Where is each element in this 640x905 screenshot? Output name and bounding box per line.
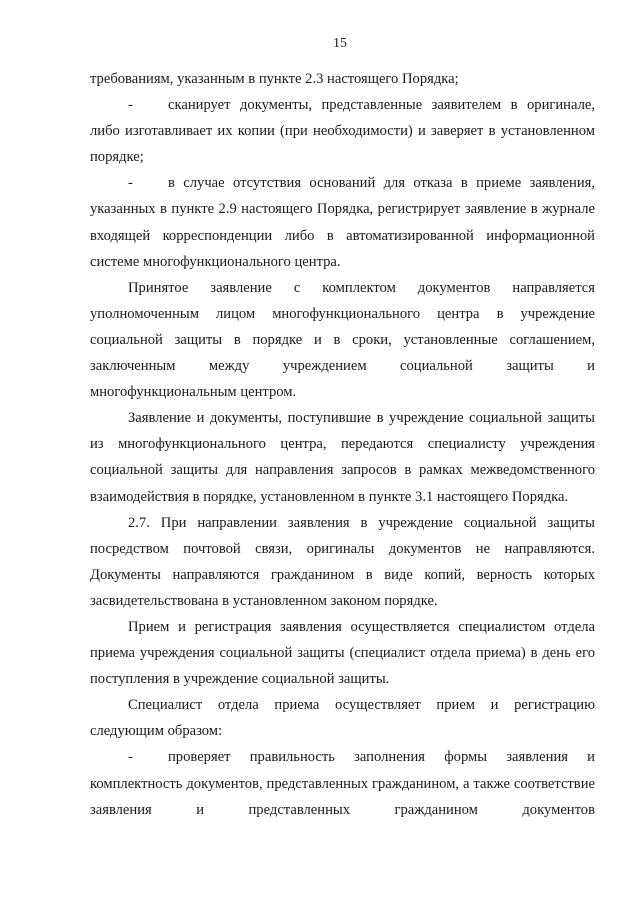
page-number: 15: [333, 36, 347, 51]
paragraph-clause-2-7: [90, 510, 595, 614]
dash-marker: -: [128, 749, 133, 766]
list-item-text: проверяет правильность заполнения формы заявления и комплектность документов, представленных гражданином, а также соответствие заявления и представленных гражданином документов: [90, 749, 595, 818]
paragraph: [90, 275, 595, 405]
list-item-text: сканирует документы, представленные заявителем в оригинале, либо изготавливает их копии (при необходимости) и заверяет в установленном порядке;: [90, 97, 595, 166]
paragraph-text: требованиям, указанным в пункте 2.3 настоящего Порядка;: [90, 71, 459, 87]
dash-marker: -: [128, 175, 133, 192]
paragraph-text: 2.7. При направлении заявления в учреждение социальной защиты посредством почтовой связи, оригиналы документов не направляются. Документы направляются гражданином в виде копий, верность которых засвидетельствована в установленном законом порядке.: [90, 514, 595, 609]
paragraph: [90, 614, 595, 692]
dash-list-item: [90, 92, 595, 170]
paragraph: [90, 405, 595, 509]
paragraph-text: Специалист отдела приема осуществляет прием и регистрацию следующим образом:: [90, 697, 595, 740]
paragraph-text: Принятое заявление с комплектом документов направляется уполномоченным лицом многофункционального центра в учреждение социальной защиты в порядке и в сроки, установленные соглашением, заключенным между учреждением социальной защиты и многофункциональным центром.: [90, 279, 595, 401]
paragraph-continuation: [90, 66, 595, 92]
dash-list-item: [90, 170, 595, 274]
dash-list-item: [90, 744, 595, 822]
list-item-text: в случае отсутствия оснований для отказа в приеме заявления, указанных в пункте 2.9 настоящего Порядка, регистрирует заявление в журнале входящей корреспонденции либо в автоматизированной информационной системе многофункционального центра.: [90, 175, 595, 270]
dash-marker: -: [128, 97, 133, 114]
document-body: [90, 66, 595, 823]
paragraph-text: Заявление и документы, поступившие в учреждение социальной защиты из многофункционального центра, передаются специалисту учреждения социальной защиты для направления запросов в рамках межведомственного взаимодействия в порядке, установленном в пункте 3.1 настоящего Порядка.: [90, 410, 595, 505]
paragraph: [90, 692, 595, 744]
paragraph-text: Прием и регистрация заявления осуществляется специалистом отдела приема учреждения социальной защиты (специалист отдела приема) в день его поступления в учреждение социальной защиты.: [90, 618, 595, 688]
